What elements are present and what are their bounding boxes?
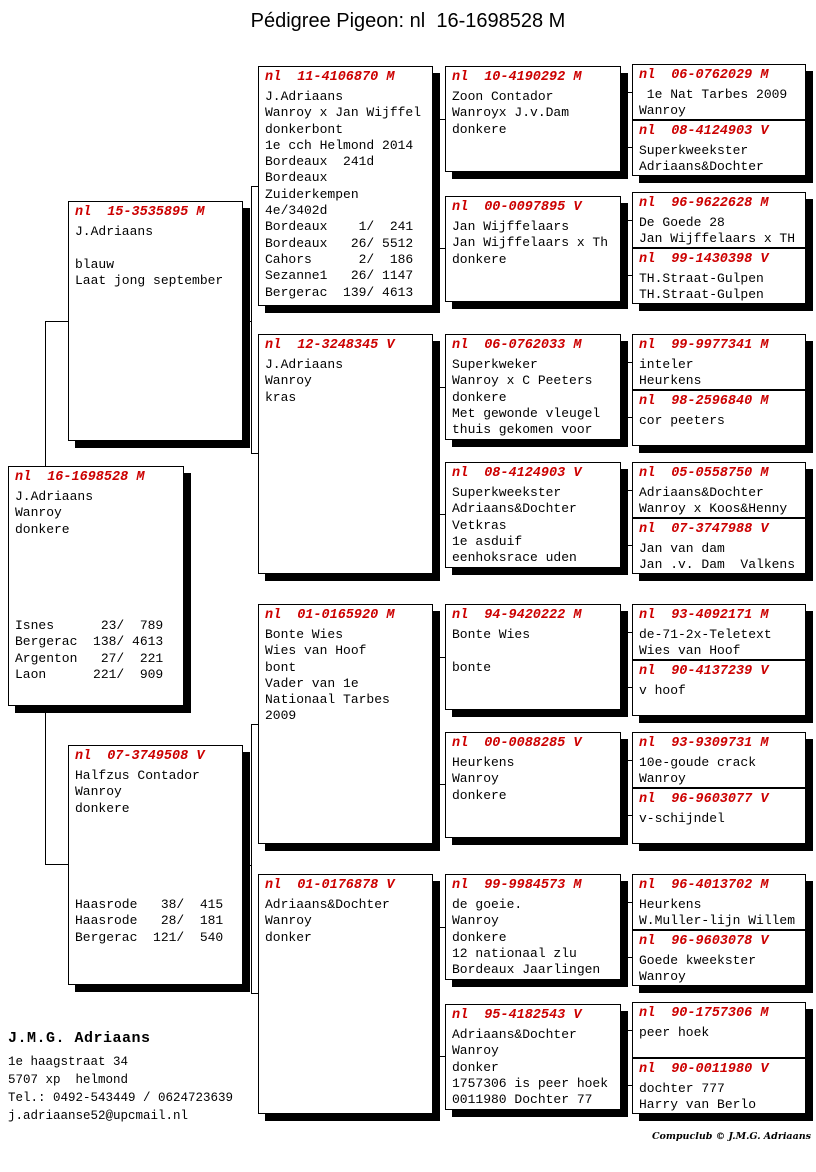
ring-header [446,875,620,895]
pigeon-details: 1e Nat Tarbes 2009 Wanroy [639,87,788,119]
ring-header [633,733,805,753]
ring-number: 98-2596840 M [671,394,769,409]
pigeon-details: v-schijndel [639,811,725,826]
owner-block [8,1030,233,1125]
connector-stub-dds [621,927,627,928]
ring-number: 12-3248345 V [297,338,395,353]
ring-header [633,875,805,895]
pigeon-details: J.Adriaans Wanroy x Jan Wijffel donkerbont 1e cch Helmond 2014 Bordeaux 241d Bordeaux Zuiderkempen 4e/3402d [265,89,422,219]
pigeon-details: Bonte Wies Wies van Hoof bont Vader van 1e Nationaal Tarbes 2009 [265,627,390,724]
country-code: nl [265,70,282,85]
ring-header [259,67,432,87]
pedigree-box-00-0097895 [445,196,621,302]
ring-number: 99-9977341 M [671,338,769,353]
ring-header [633,193,805,213]
pigeon-details: dochter 777 Harry van Berlo [639,1081,757,1113]
ring-number: 08-4124903 V [484,466,582,481]
country-code: nl [639,878,656,893]
pigeon-details: peer hoek [639,1025,710,1040]
ring-number: 07-3749508 V [107,749,205,764]
connector-stub-sdd [621,515,627,516]
ring-number: 95-4182543 V [484,1008,582,1023]
pedigree-box-01-0176878 [258,874,433,1114]
ring-header [633,931,805,951]
pedigree-box-90-0011980 [632,1058,806,1114]
ring-header [9,467,183,487]
pedigree-box-90-1757306 [632,1002,806,1058]
ring-number: 96-4013702 M [671,878,769,893]
ring-header [633,463,805,483]
ring-header [633,391,805,411]
pigeon-details: Adriaans&Dochter Wanroy donker [265,897,390,945]
pedigree-box-08-4124903 [445,462,621,568]
pigeon-details: TH.Straat-Gulpen TH.Straat-Gulpen [639,271,764,303]
pedigree-box-07-3749508 [68,745,243,985]
ring-number: 05-0558750 M [671,466,769,481]
pigeon-details: Jan van dam Jan .v. Dam Valkens [639,541,796,573]
ring-number: 01-0176878 V [297,878,395,893]
owner-address: 1e haagstraat 34 5707 xp helmond Tel.: 0492-543449 / 0624723639 j.adriaanse52@upcmail.nl [8,1055,234,1123]
owner-name: J.M.G. Adriaans [8,1030,151,1047]
ring-number: 99-9984573 M [484,878,582,893]
ring-number: 90-4137239 V [671,664,769,679]
ring-header [633,519,805,539]
ring-header [259,335,432,355]
pedigree-box-01-0165920 [258,604,433,844]
pedigree-box-93-4092171 [632,604,806,660]
country-code: nl [639,664,656,679]
ring-number: 94-9420222 M [484,608,582,623]
ring-header [69,202,242,222]
country-code: nl [639,608,656,623]
ring-header [633,605,805,625]
pedigree-box-94-9420222 [445,604,621,710]
pigeon-details: inteler Heurkens [639,357,702,389]
ring-header [446,197,620,217]
connector-bracket-sd-parents [438,387,445,515]
ring-number: 96-9603078 V [671,934,769,949]
country-code: nl [452,878,469,893]
ring-number: 11-4106870 M [297,70,395,85]
country-code: nl [452,338,469,353]
country-code: nl [639,934,656,949]
country-code: nl [265,878,282,893]
pedigree-box-07-3747988 [632,518,806,574]
pigeon-details: de goeie. Wanroy donkere 12 nationaal zlu Bordeaux Jaarlingen [452,897,601,978]
pedigree-box-99-9984573 [445,874,621,980]
connector-stub-sd [433,454,438,455]
country-code: nl [639,1006,656,1021]
country-code: nl [639,466,656,481]
pigeon-details: Heurkens W.Muller-lijn Willem [639,897,796,929]
ring-number: 90-1757306 M [671,1006,769,1021]
connector-stub-ss [433,186,438,187]
software-credit: Compuclub © J.M.G. Adriaans [651,1131,811,1142]
ring-number: 99-1430398 V [671,252,769,267]
country-code: nl [265,608,282,623]
race-results: Isnes 23/ 789 Bergerac 138/ 4613 Argenton 27/ 221 Laon 221/ 909 [15,618,164,682]
country-code: nl [265,338,282,353]
pedigree-box-12-3248345 [258,334,433,574]
connector-stub-sss [621,119,627,120]
country-code: nl [452,466,469,481]
pigeon-details: Jan Wijffelaars Jan Wijffelaars x Th donkere [452,219,609,267]
connector-bracket-ds-parents [438,657,445,785]
pigeon-details: Zoon Contador Wanroyx J.v.Dam donkere [452,89,570,137]
pedigree-box-99-9977341 [632,334,806,390]
ring-number: 07-3747988 V [671,522,769,537]
pedigree-box-15-3535895 [68,201,243,441]
country-code: nl [75,749,92,764]
country-code: nl [639,522,656,537]
ring-header [633,121,805,141]
ring-number: 06-0762029 M [671,68,769,83]
connector-stub-sire [243,321,251,322]
country-code: nl [15,470,32,485]
pigeon-details: Heurkens Wanroy donkere [452,755,515,803]
ring-header [633,1059,805,1079]
pigeon-details: v hoof [639,683,686,698]
connector-stub-ddd [621,1057,627,1058]
country-code: nl [639,394,656,409]
ring-header [69,746,242,766]
pedigree-box-11-4106870 [258,66,433,306]
ring-header [633,1003,805,1023]
connector-stub-dsd [621,785,627,786]
ring-header [633,661,805,681]
connector-bracket-sire-parents [251,186,258,454]
ring-number: 00-0097895 V [484,200,582,215]
pedigree-box-95-4182543 [445,1004,621,1110]
connector-bracket-dd-parents [438,927,445,1057]
country-code: nl [452,1008,469,1023]
pigeon-details: Superkweekster Adriaans&Dochter Vetkras 1e asduif eenhoksrace uden [452,485,577,566]
pigeon-details: 10e-goude crack Wanroy [639,755,757,787]
country-code: nl [639,792,656,807]
country-code: nl [639,252,656,267]
country-code: nl [639,338,656,353]
pigeon-details: De Goede 28 Jan Wijffelaars x TH [639,215,796,247]
ring-header [446,67,620,87]
pedigree-box-06-0762029 [632,64,806,120]
pigeon-details: J.Adriaans Wanroy donkere [15,489,94,537]
pedigree-box-05-0558750 [632,462,806,518]
country-code: nl [452,70,469,85]
country-code: nl [452,608,469,623]
pigeon-details: Goede kweekster Wanroy [639,953,757,985]
pedigree-box-06-0762033 [445,334,621,440]
country-code: nl [639,124,656,139]
ring-header [633,335,805,355]
ring-number: 10-4190292 M [484,70,582,85]
pigeon-details: Superkweekster Adriaans&Dochter [639,143,764,175]
connector-bracket-dam-parents [251,724,258,994]
ring-number: 93-4092171 M [671,608,769,623]
pigeon-details: Adriaans&Dochter Wanroy x Koos&Henny [639,485,788,517]
country-code: nl [639,68,656,83]
page-title: Pédigree Pigeon: nl 16-1698528 M [250,10,566,32]
pigeon-details: Bonte Wies bonte [452,627,531,675]
pedigree-box-96-4013702 [632,874,806,930]
pedigree-box-10-4190292 [445,66,621,172]
pedigree-box-96-9603077 [632,788,806,844]
ring-number: 93-9309731 M [671,736,769,751]
ring-number: 16-1698528 M [47,470,145,485]
pedigree-box-99-1430398 [632,248,806,304]
ring-header [446,463,620,483]
country-code: nl [639,736,656,751]
ring-header [446,335,620,355]
ring-number: 01-0165920 M [297,608,395,623]
country-code: nl [452,200,469,215]
ring-header [259,875,432,895]
pedigree-box-96-9603078 [632,930,806,986]
ring-number: 90-0011980 V [671,1062,769,1077]
connector-stub-dss [621,657,627,658]
connector-stub-ds [433,724,438,725]
race-results: Haasrode 38/ 415 Haasrode 28/ 181 Bergerac 121/ 540 [75,897,224,945]
pigeon-details: Adriaans&Dochter Wanroy donker 1757306 is peer hoek 0011980 Dochter 77 [452,1027,609,1108]
pigeon-details: de-71-2x-Teletext Wies van Hoof [639,627,772,659]
connector-stub-dam [243,865,251,866]
pedigree-box-00-0088285 [445,732,621,838]
country-code: nl [639,1062,656,1077]
pigeon-details: cor peeters [639,413,725,428]
ring-header [446,605,620,625]
pigeon-details: Halfzus Contador Wanroy donkere [75,768,200,816]
pedigree-box-16-1698528 [8,466,184,706]
race-results: Bordeaux 1/ 241 Bordeaux 26/ 5512 Cahors 2/ 186 Sezanne1 26/ 1147 Bergerac 139/ 4613 [265,219,414,300]
pigeon-details: J.Adriaans blauw Laat jong september [75,224,224,288]
ring-number: 96-9622628 M [671,196,769,211]
pigeon-details: Superkweker Wanroy x C Peeters donkere Met gewonde vleugel thuis gekomen voor [452,357,601,438]
ring-header [633,65,805,85]
connector-bracket-ss-parents [438,119,445,249]
pedigree-box-08-4124903-b [632,120,806,176]
connector-stub-sds [621,387,627,388]
connector-stub-ssd [621,249,627,250]
ring-number: 96-9603077 V [671,792,769,807]
pedigree-box-98-2596840 [632,390,806,446]
pedigree-box-90-4137239 [632,660,806,716]
ring-number: 15-3535895 M [107,205,205,220]
ring-header [446,1005,620,1025]
country-code: nl [639,196,656,211]
ring-header [446,733,620,753]
connector-stub-dd [433,994,438,995]
country-code: nl [452,736,469,751]
ring-header [633,249,805,269]
ring-header [259,605,432,625]
ring-number: 00-0088285 V [484,736,582,751]
ring-header [633,789,805,809]
pigeon-details: J.Adriaans Wanroy kras [265,357,344,405]
pedigree-box-93-9309731 [632,732,806,788]
ring-number: 06-0762033 M [484,338,582,353]
ring-number: 08-4124903 V [671,124,769,139]
country-code: nl [75,205,92,220]
pedigree-box-96-9622628 [632,192,806,248]
